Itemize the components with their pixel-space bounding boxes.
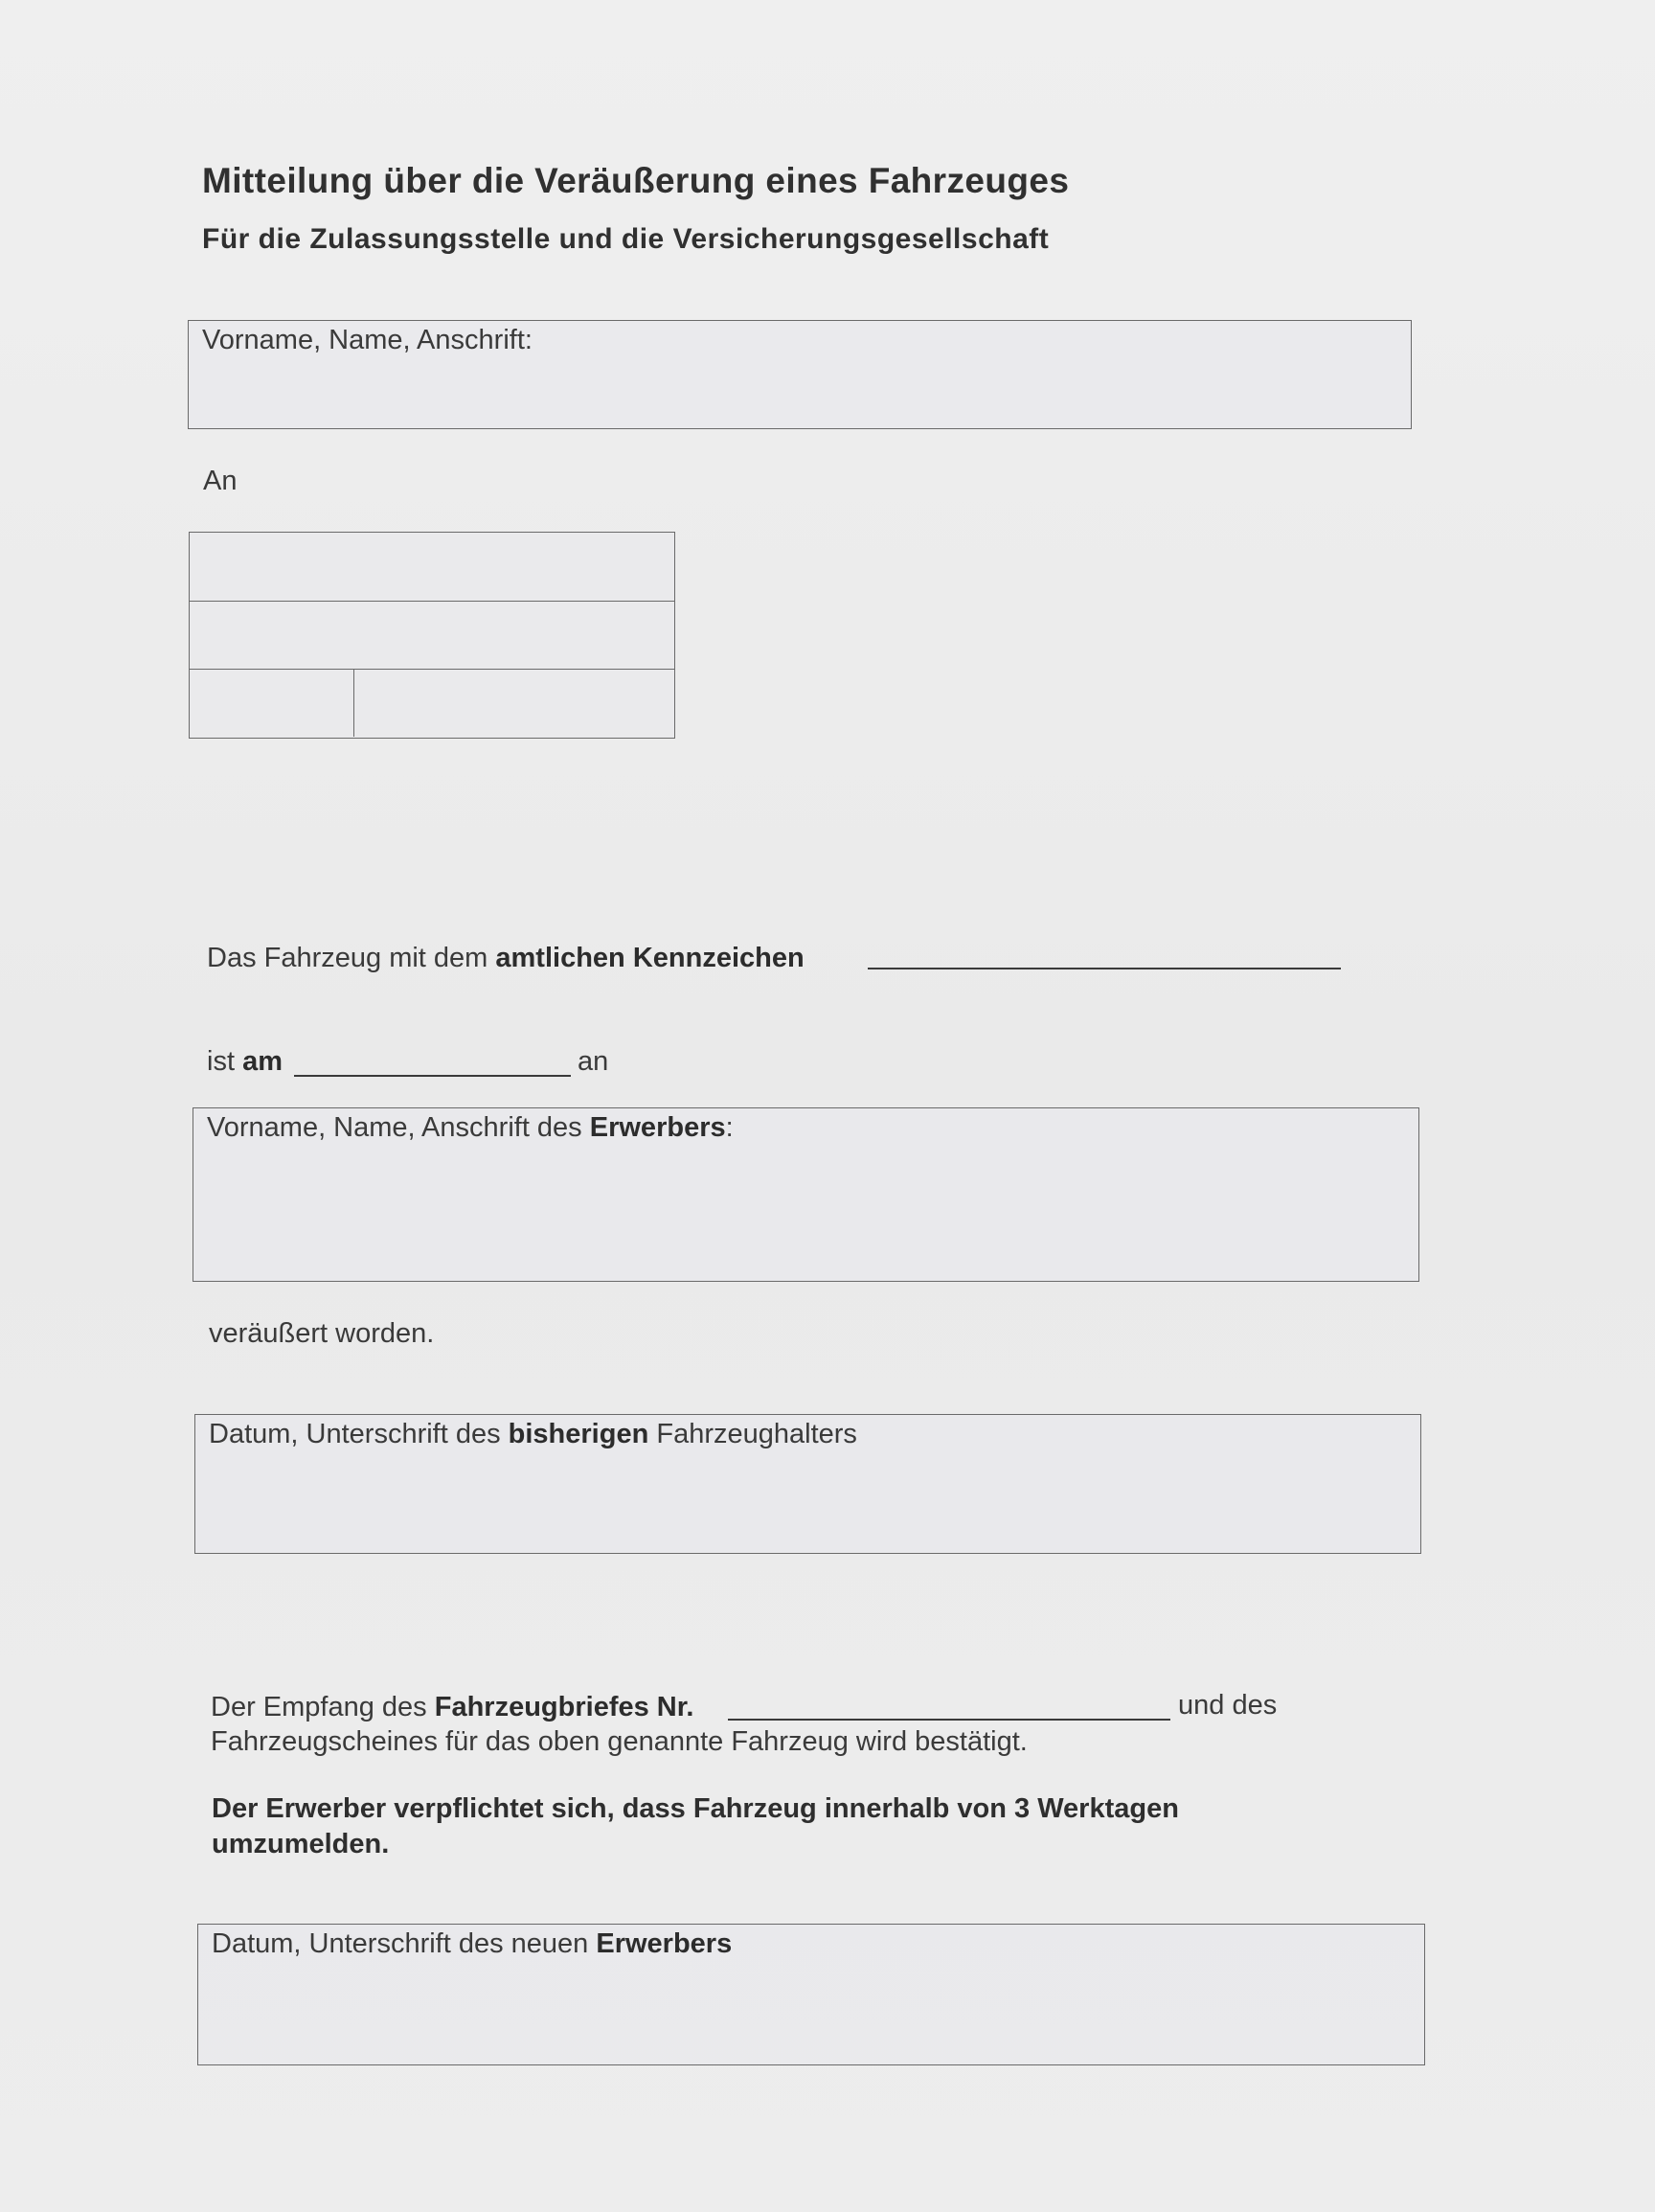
- sale-date-input-line[interactable]: [294, 1075, 571, 1077]
- buyer-address-label: [207, 1112, 734, 1144]
- recipient-label: An: [203, 466, 238, 496]
- buyer-sig-prefix: Datum, Unterschrift des neuen: [212, 1928, 597, 1959]
- obligation-note: [212, 1791, 1179, 1862]
- vehicle-plate-prefix: Das Fahrzeug mit dem: [207, 943, 496, 973]
- recipient-street-field[interactable]: [190, 602, 674, 670]
- recipient-city-field[interactable]: [354, 670, 674, 737]
- receipt-line-2: Fahrzeugscheines für das oben genannte Fahrzeug wird bestätigt.: [211, 1726, 1028, 1757]
- receipt-bold: Fahrzeugbriefes Nr.: [434, 1692, 694, 1722]
- sale-date-bold: am: [242, 1046, 283, 1077]
- seller-signature-label: [209, 1419, 857, 1450]
- recipient-address-grid: [189, 532, 675, 739]
- seller-sig-bold: bisherigen: [508, 1419, 649, 1449]
- buyer-label-prefix: Vorname, Name, Anschrift des: [207, 1112, 590, 1143]
- recipient-name-field[interactable]: [190, 533, 674, 602]
- vehicle-title-number-input-line[interactable]: [728, 1719, 1170, 1721]
- buyer-address-field[interactable]: [193, 1107, 1419, 1282]
- obligation-line-2: umzumelden.: [212, 1829, 390, 1859]
- vehicle-plate-bold: amtlichen Kennzeichen: [495, 943, 805, 973]
- receipt-prefix: Der Empfang des: [211, 1692, 435, 1722]
- obligation-line-1: Der Erwerber verpflichtet sich, dass Fahrzeug innerhalb von 3 Werktagen: [212, 1793, 1179, 1824]
- sold-text: veräußert worden.: [209, 1318, 435, 1349]
- buyer-signature-field[interactable]: [197, 1924, 1425, 2065]
- sale-date-text: [207, 1046, 283, 1078]
- sender-address-field[interactable]: [188, 320, 1412, 429]
- seller-sig-suffix: Fahrzeughalters: [648, 1419, 857, 1449]
- seller-signature-field[interactable]: [194, 1414, 1421, 1554]
- receipt-line-1: [211, 1692, 693, 1723]
- buyer-label-bold: Erwerbers: [589, 1112, 726, 1143]
- license-plate-input-line[interactable]: [868, 968, 1341, 969]
- sale-date-suffix: an: [578, 1046, 609, 1077]
- buyer-signature-label: [212, 1928, 732, 1960]
- receipt-line-1-suffix: und des: [1178, 1690, 1278, 1721]
- recipient-city-row: [190, 670, 674, 737]
- buyer-sig-bold: Erwerbers: [596, 1928, 733, 1959]
- sender-address-label: Vorname, Name, Anschrift:: [202, 325, 533, 355]
- form-title: Mitteilung über die Veräußerung eines Fahrzeuges: [202, 161, 1070, 200]
- buyer-label-suffix: :: [725, 1112, 734, 1143]
- form-subtitle: Für die Zulassungsstelle und die Versicherungsgesellschaft: [202, 223, 1050, 255]
- vehicle-plate-text: [207, 943, 805, 974]
- seller-sig-prefix: Datum, Unterschrift des: [209, 1419, 509, 1449]
- sale-date-prefix: ist: [207, 1046, 243, 1077]
- recipient-postal-code-field[interactable]: [190, 670, 354, 737]
